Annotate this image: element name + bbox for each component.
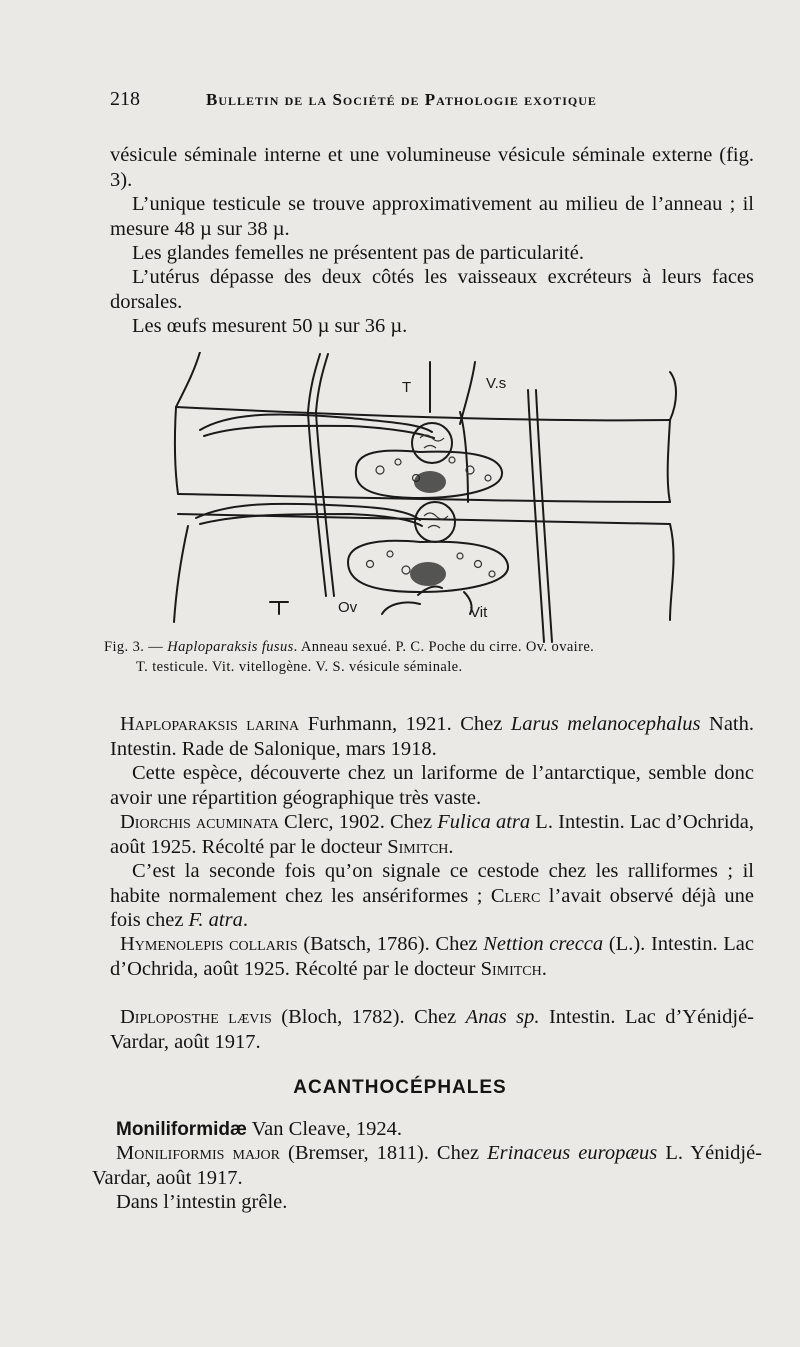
text: L. Yénidjé-Vardar, août 1917.: [92, 1142, 763, 1189]
doctor-name: Simitch: [480, 957, 542, 980]
label-ov: Ov: [338, 599, 358, 616]
host-name: Larus melanocephalus: [510, 713, 701, 735]
paragraph-oeufs: Les œufs mesurent 50 µ sur 36 µ.: [132, 315, 408, 337]
text: (Bloch, 1782). Chez: [271, 1006, 466, 1028]
paragraph-family: [116, 1117, 760, 1143]
label-vit: Vit: [470, 604, 488, 621]
paragraph-intestin: Dans l’intestin grêle.: [116, 1191, 288, 1213]
text: (Bremser, 1811). Chez: [279, 1142, 488, 1164]
host-name: Nettion crecca: [483, 933, 604, 955]
page-number: 218: [110, 88, 140, 110]
figure-3-drawing: [170, 352, 710, 647]
text: (Batsch, 1786). Chez: [297, 933, 484, 955]
paragraph-moniliformis: [92, 1141, 762, 1190]
doctor-name: Simitch: [387, 835, 449, 858]
author-name: Clerc: [490, 884, 541, 907]
paragraph-haploparaksis: [110, 712, 754, 761]
paragraph-uterus: L’utérus dépasse des deux côtés les vaisseaux excréteurs à leurs faces dorsales.: [110, 266, 754, 313]
text: Intestin. Lac d’Yénidjé-Vardar, août 1917.: [110, 1006, 754, 1053]
text: Nath. Intestin. Rade de Salonique, mars 1918.: [110, 713, 754, 760]
text: (L.). Intestin. Lac d’Ochrida, août 1925. Récolté par le docteur: [110, 933, 755, 980]
text: Van Cleave, 1924.: [246, 1118, 402, 1140]
figure-caption: [104, 638, 754, 657]
label-t: T: [402, 379, 412, 396]
paragraph-hymenolepis: [110, 932, 754, 981]
text: l’avait observé déjà une fois chez: [110, 884, 755, 931]
species-name: Hymenolepis collaris: [120, 933, 298, 955]
text: Furhmann, 1921. Chez: [299, 713, 511, 735]
text: C’est la seconde fois qu’on signale ce cestode chez les ralliformes ; il habite normalement chez les ansériformes ;: [110, 860, 754, 907]
host-name: Erinaceus europæus: [487, 1142, 658, 1164]
text: Clerc, 1902. Chez: [278, 811, 438, 833]
host-name: F. atra: [188, 909, 243, 931]
section-title: ACANTHOCÉPHALES: [293, 1077, 507, 1098]
host-name: Anas sp.: [465, 1006, 540, 1028]
text: .: [448, 835, 454, 858]
text: L. Intestin. Lac d’Ochrida, août 1925. Récolté par le docteur: [110, 811, 754, 858]
species-name: Diploposthe lævis: [120, 1006, 272, 1028]
label-vs: V.s: [486, 375, 507, 392]
species-name: Diorchis acuminata: [120, 811, 279, 833]
text: .: [242, 909, 248, 931]
paragraph-diploposthe: [110, 1005, 754, 1054]
species-name: Haploparaksis larina: [120, 713, 300, 735]
caption-rest: . Anneau sexué. P. C. Poche du cirre. Ov. ovaire.: [293, 639, 595, 655]
paragraph-testicule: L’unique testicule se trouve approximativement au milieu de l’anneau ; il mesure 48 µ sur 38 µ.: [110, 193, 754, 240]
caption-prefix: Fig. 3. —: [104, 639, 168, 655]
paragraph-glandes: Les glandes femelles ne présentent pas de particularité.: [132, 242, 584, 264]
figure-caption-line2: T. testicule. Vit. vitellogène. V. S. vésicule séminale.: [136, 659, 463, 675]
running-header: [110, 88, 760, 116]
figure-3: [170, 352, 710, 647]
paragraph-haplo-remark: Cette espèce, découverte chez un lariforme de l’antarctique, semble donc avoir une répartition géographique très vaste.: [110, 762, 754, 809]
caption-species: Haploparaksis fusus: [167, 639, 294, 655]
host-name: Fulica atra: [437, 811, 531, 833]
text: .: [541, 957, 547, 980]
running-title: Bulletin de la Société de Pathologie exotique: [206, 90, 597, 109]
paragraph-diorchis-remark: [110, 859, 754, 933]
paragraph-vesicule: vésicule séminale interne et une volumineuse vésicule séminale externe (fig. 3).: [110, 144, 754, 191]
paragraph-diorchis: [110, 810, 754, 859]
family-name: Moniliformidæ: [116, 1119, 247, 1140]
species-name: Moniliformis major: [116, 1142, 280, 1164]
